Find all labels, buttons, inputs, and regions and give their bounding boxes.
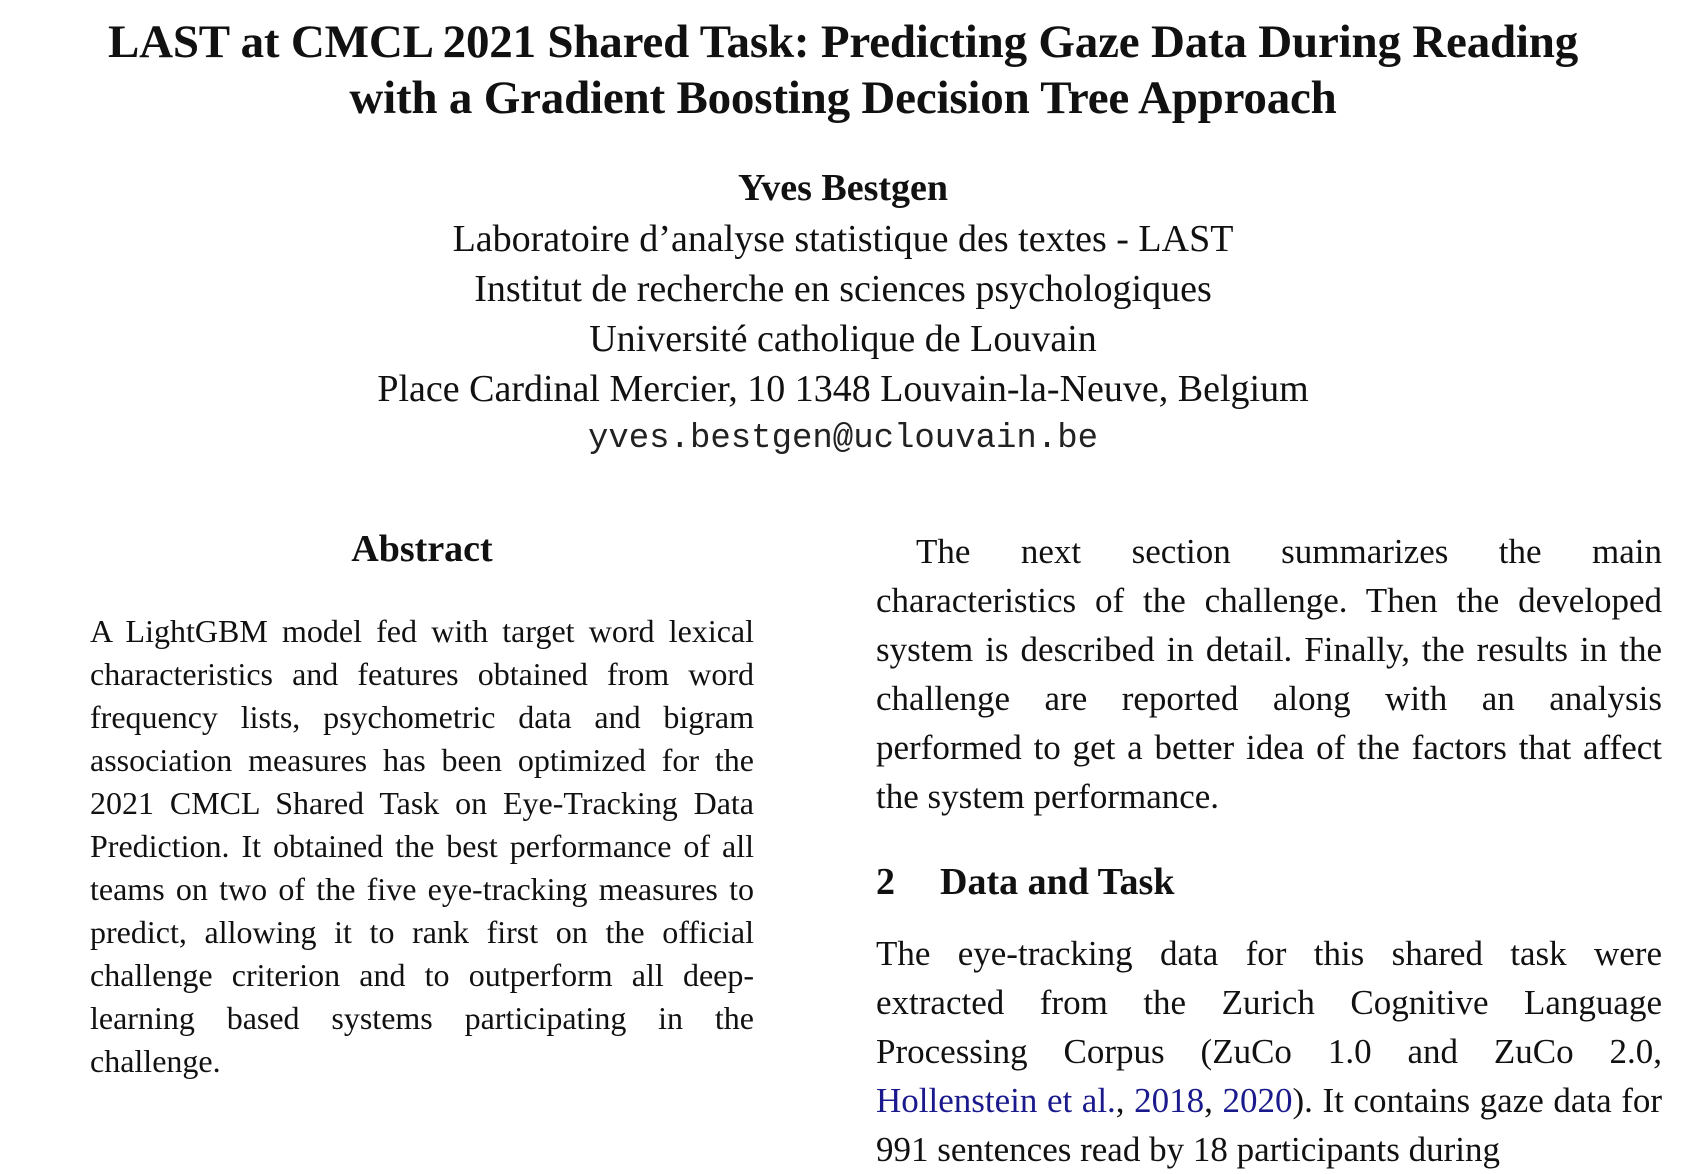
paper-title-line-1: LAST at CMCL 2021 Shared Task: Predicting Gaze Data During Reading [107,16,1579,68]
author-block [0,162,1686,464]
author-email: yves.bestgen@uclouvain.be [587,420,1099,458]
paper-title-line-2: with a Gradient Boosting Decision Tree Approach [349,72,1337,124]
right-column [876,527,1663,1169]
section-text-after-cite: ). It contains gaze data for 991 sentences read by 18 participants during [876,1081,1663,1169]
section-text-before-cite: The eye-tracking data for this shared task were extracted from the Zurich Cognitive Language Processing Corpus (ZuCo 1.0 and ZuCo 2.0, [876,934,1662,1071]
affiliation-line-lab: Laboratoire d’analyse statistique des textes - LAST [452,218,1234,260]
abstract-heading: Abstract [351,528,493,570]
left-column [90,524,754,1083]
affiliation-line-address: Place Cardinal Mercier, 10 1348 Louvain-la-Neuve, Belgium [377,368,1309,410]
section-body-clip [876,929,1663,1169]
affiliation-line-university: Université catholique de Louvain [589,318,1097,360]
paper-title [0,14,1686,126]
section-paragraph [876,929,1662,1174]
citation-separator-1: , [1115,1081,1135,1120]
citation-separator-2: , [1204,1081,1223,1120]
author-name: Yves Bestgen [737,167,949,209]
citation-year-2020[interactable]: 2020 [1222,1081,1293,1120]
section-title: Data and Task [940,861,1175,903]
citation-year-2018[interactable]: 2018 [1134,1081,1205,1120]
intro-paragraph: The next section summarizes the main characteristics of the challenge. Then the developed system is described in detail. Finally, the results in the challenge are reported along with an analysis performed to get a better idea of the factors that affect the system performance. [876,532,1662,816]
citation-hollenstein[interactable]: Hollenstein et al. [876,1081,1116,1120]
section-heading [876,857,1662,907]
abstract-text: A LightGBM model fed with target word lexical characteristics and features obtained from word frequency lists, psychometric data and bigram association measures has been optimized for the 2021 CMCL Shared Task on Eye-Tracking Data Prediction. It obtained the best performance of all teams on two of the five eye-tracking measures to predict, allowing it to rank first on the official challenge criterion and to outperform all deep-learning based systems participating in the challenge. [90,613,754,1079]
section-number: 2 [876,861,895,903]
affiliation-line-institute: Institut de recherche en sciences psychologiques [474,268,1212,310]
